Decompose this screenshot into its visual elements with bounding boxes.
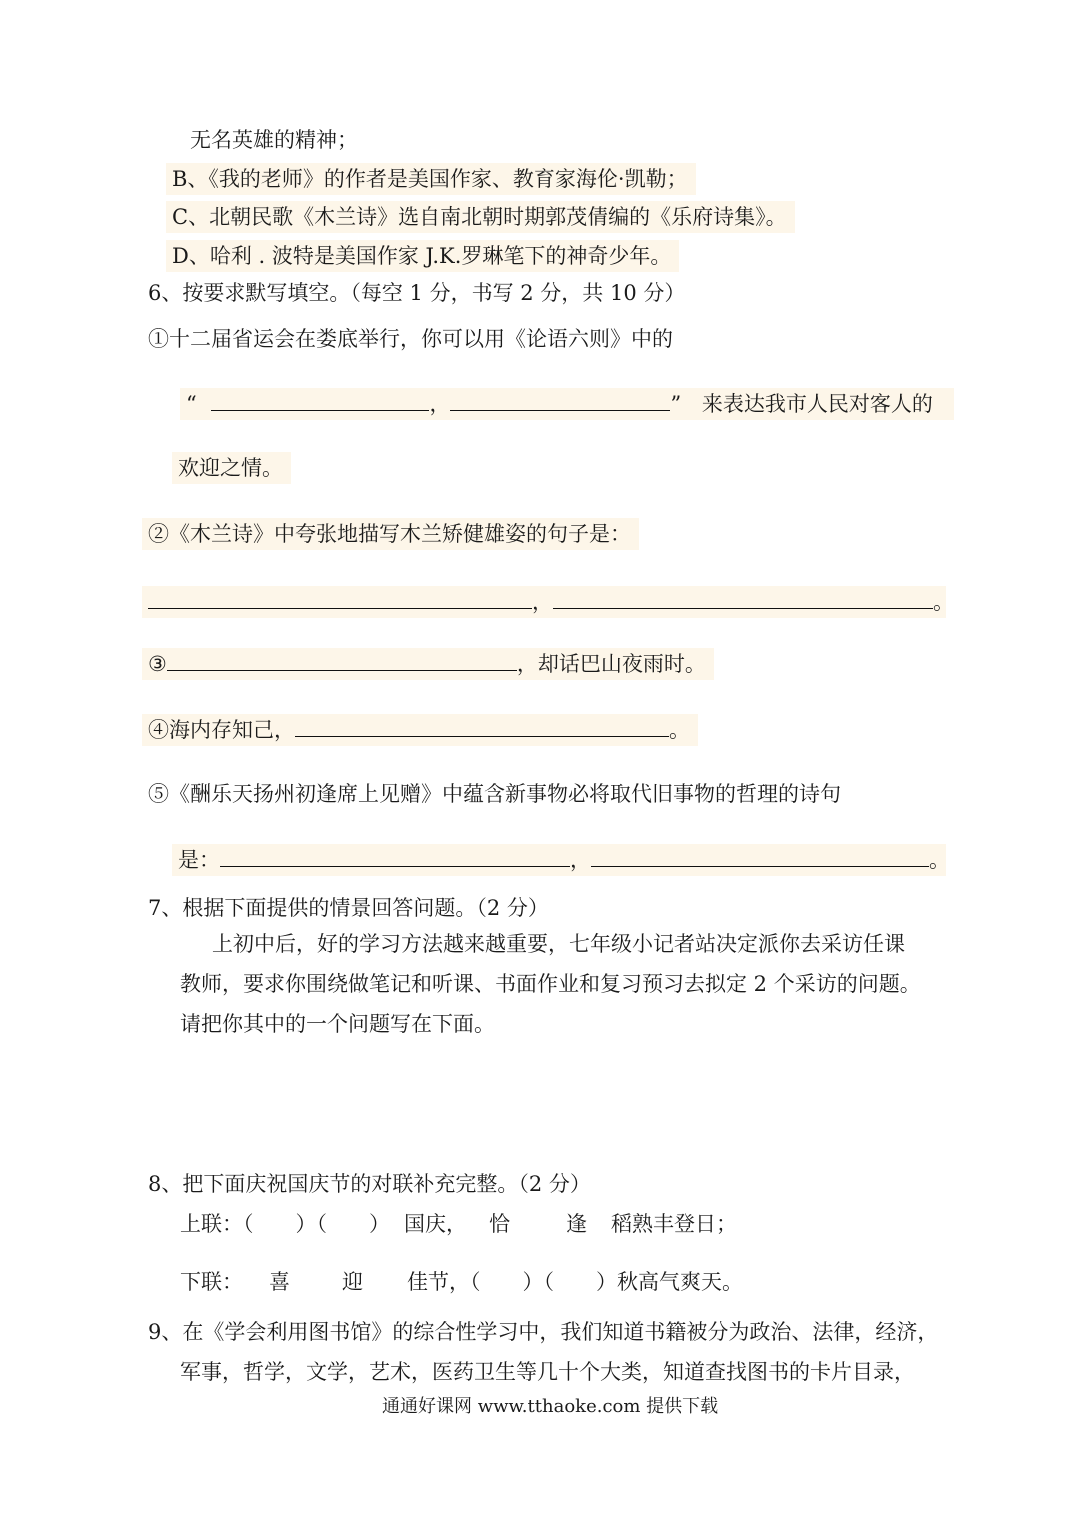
q6-s2-blank-2[interactable] [553, 588, 933, 609]
q6-s1-close-quote: ” [670, 392, 682, 416]
q6-s5-blank-2[interactable] [591, 846, 929, 867]
q8-upper-couplet [180, 1208, 737, 1240]
q6-s2-blanks-line [142, 586, 954, 618]
q8-lower-label: 下联： [180, 1270, 243, 1294]
q8-upper-paren-1[interactable]: （ ） [243, 1212, 317, 1236]
q7-paragraph-line-3: 请把你其中的一个问题写在下面。 [180, 1012, 495, 1036]
q6-s2-period: 。 [933, 590, 954, 614]
q8-lower-word-1: 喜 [269, 1270, 290, 1294]
q9-line-1: 9、在《学会利用图书馆》的综合性学习中，我们知道书籍被分为政治、法律，经济， [148, 1320, 939, 1344]
q8-lower-word-3: 佳节， [407, 1270, 470, 1294]
q7-paragraph-line-1: 上初中后，好的学习方法越来越重要，七年级小记者站决定派你去采访任课 [212, 932, 905, 956]
q6-title: 6、按要求默写填空。（每空 1 分，书写 2 分，共 10 分） [148, 281, 686, 305]
q6-s2-blank-1[interactable] [148, 588, 532, 609]
q8-upper-word-2: 恰 [489, 1212, 510, 1236]
q7-title: 7、根据下面提供的情景回答问题。（2 分） [148, 896, 549, 920]
q6-s2-comma: ， [532, 590, 553, 614]
q8-lower-word-2: 迎 [342, 1270, 363, 1294]
q6-s1-blank-1[interactable] [211, 390, 429, 411]
q6-s5-comma: ， [570, 848, 591, 872]
q6-s2-intro: ②《木兰诗》中夸张地描写木兰矫健雄姿的句子是： [142, 518, 639, 550]
q8-lower-paren-2[interactable]: （ ） [543, 1270, 617, 1294]
q8-upper-word-4: 稻熟丰登日； [611, 1212, 737, 1236]
q7-paragraph-line-2: 教师，要求你围绕做笔记和听课、书面作业和复习预习去拟定 2 个采访的问题。 [180, 972, 921, 996]
q6-s4-line [142, 714, 698, 746]
q6-s3-num: ③ [148, 652, 167, 676]
q6-s1-blanks-line [180, 388, 954, 420]
q6-s3-tail: ，却话巴山夜雨时。 [516, 652, 706, 676]
q5-option-d: D、哈利 . 波特是美国作家 J.K.罗琳笔下的神奇少年。 [166, 240, 679, 272]
q6-s5-period: 。 [929, 848, 950, 872]
q6-s3-line [142, 648, 714, 680]
q6-s1-comma: ， [429, 392, 451, 416]
q6-s5-head: 是： [178, 848, 220, 872]
q6-s1-intro: ①十二届省运会在娄底举行，你可以用《论语六则》中的 [148, 327, 673, 351]
q8-upper-paren-2[interactable]: （ ） [316, 1212, 390, 1236]
q6-s3-blank[interactable] [167, 650, 517, 671]
q6-s5-blanks-line [172, 844, 950, 876]
q6-s1-end: 欢迎之情。 [172, 452, 291, 484]
q8-upper-word-3: 逢 [566, 1212, 587, 1236]
q6-s4-period: 。 [669, 718, 690, 742]
q6-s5-blank-1[interactable] [220, 846, 570, 867]
q9-line-2: 军事，哲学，文学，艺术，医药卫生等几十个大类，知道查找图书的卡片目录， [180, 1360, 915, 1384]
q5-option-a-continued: 无名英雄的精神； [190, 128, 358, 152]
q8-lower-couplet [180, 1266, 743, 1298]
q8-lower-paren-1[interactable]: （ ） [470, 1270, 544, 1294]
q6-s4-blank[interactable] [295, 716, 669, 737]
page-footer: 通通好课网 www.tthaoke.com 提供下载 [382, 1396, 719, 1417]
q8-upper-word-1: 国庆， [404, 1212, 467, 1236]
q5-option-b: B、《我的老师》的作者是美国作家、教育家海伦·凯勒； [166, 163, 696, 195]
q8-lower-word-4: 秋高气爽天。 [617, 1270, 743, 1294]
q8-title: 8、把下面庆祝国庆节的对联补充完整。（2 分） [148, 1172, 591, 1196]
q8-upper-label: 上联： [180, 1212, 243, 1236]
q6-s5-intro: ⑤《酬乐天扬州初逢席上见赠》中蕴含新事物必将取代旧事物的哲理的诗句 [148, 782, 841, 806]
q6-s1-open-quote: “ [186, 392, 197, 416]
q6-s1-tail: 来表达我市人民对客人的 [701, 392, 933, 416]
q6-s1-blank-2[interactable] [450, 390, 670, 411]
q5-option-c: C、北朝民歌《木兰诗》选自南北朝时期郭茂倩编的《乐府诗集》。 [166, 201, 795, 233]
q6-s4-head: ④海内存知己， [148, 718, 295, 742]
